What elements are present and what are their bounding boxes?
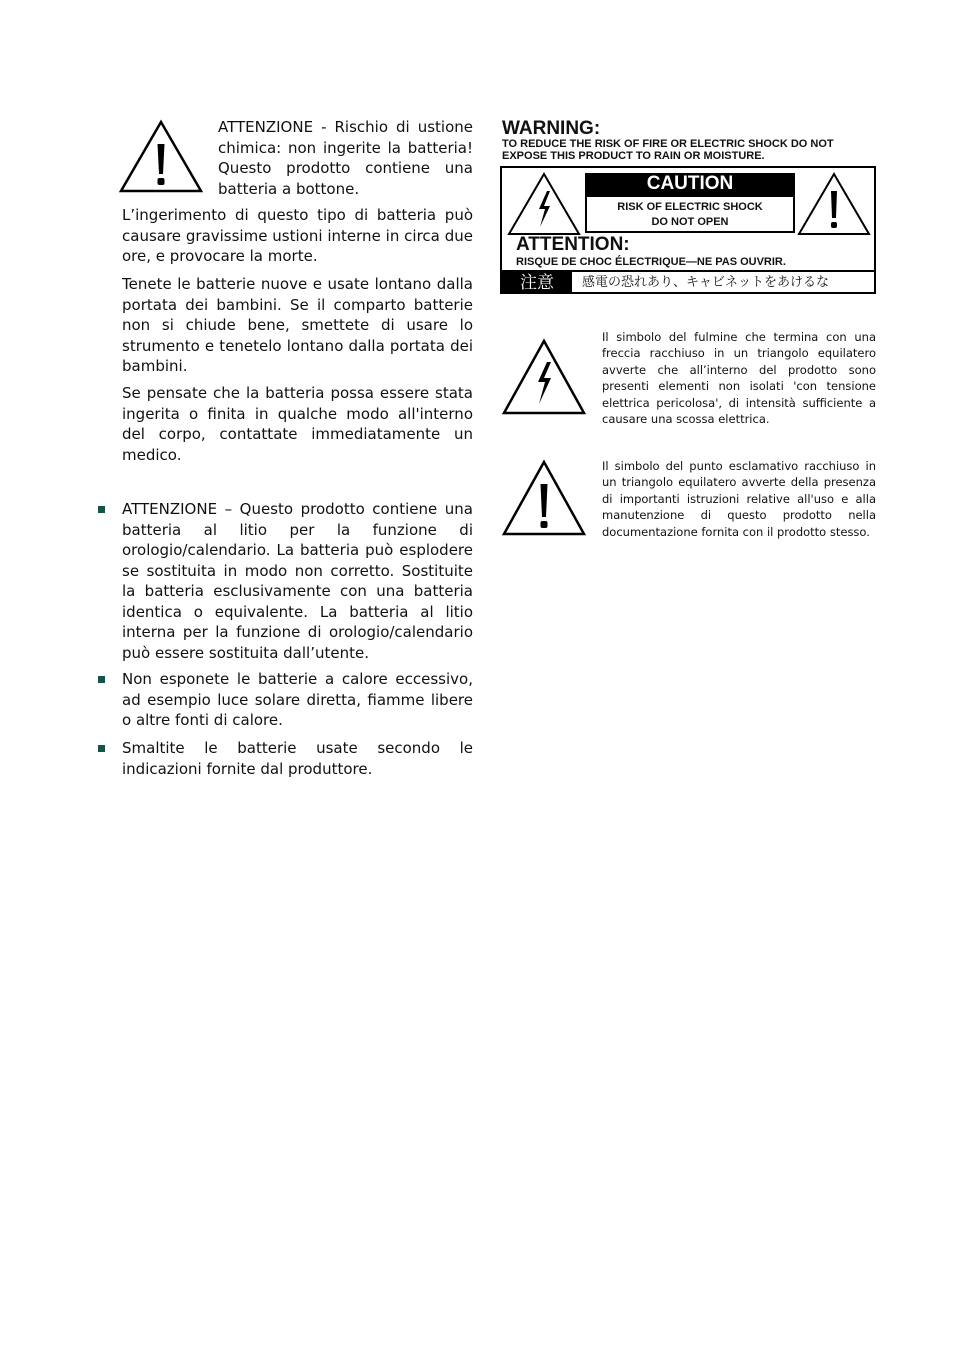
paragraph-children: Tenete le batterie nuove e usate lontano dalla portata dei bambini. Se il comparto batterie non si chiude bene, smettete di usare lo strumento e tenetelo lontano dalla portata dei bambini. <box>122 275 473 375</box>
attention-subtitle: RISQUE DE CHOC ÉLECTRIQUE—NE PAS OUVRIR. <box>516 256 786 268</box>
japanese-text: 感電の恐れあり、キャビネットをあけるな <box>582 275 830 290</box>
caution-text <box>585 195 795 233</box>
caution-label <box>500 166 876 294</box>
battery-warning-intro: ATTENZIONE - Rischio di ustione chimica: non ingerite la batteria! Questo prodotto contiene una batteria a bottone. <box>218 118 473 198</box>
warning-line-1: TO REDUCE THE RISK OF FIRE OR ELECTRIC SHOCK DO NOT <box>502 138 834 150</box>
japanese-warning <box>502 270 874 294</box>
bullet-marker <box>98 676 105 683</box>
japanese-label: 注意 <box>502 272 572 294</box>
exclamation-triangle-icon <box>796 171 872 241</box>
bullet-lithium: ATTENZIONE – Questo prodotto contiene una batteria al litio per la funzione di orologio/calendario. La batteria può esplodere se sostituita in modo non corretto. Sostituite la batteria esclusivamente con una batteria identica o equivalente. La batteria al litio interna per la funzione di orologio/calendario può essere sostituita dall’utente. <box>122 500 473 662</box>
bullet-heat: Non esponete le batterie a calore eccessivo, ad esempio luce solare diretta, fiamme libere o altre fonti di calore. <box>122 670 473 729</box>
exclamation-triangle-icon <box>118 119 204 194</box>
caution-title: CAUTION <box>585 173 795 195</box>
exclamation-triangle-icon <box>501 459 587 541</box>
caution-line-2: DO NOT OPEN <box>651 216 729 228</box>
exclamation-symbol-description: Il simbolo del punto esclamativo racchiuso in un triangolo equilatero avverte della presenza di importanti istruzioni relative all'uso e alla manutenzione di questo prodotto nella documentazione fornita con il prodotto stesso. <box>602 459 876 539</box>
bullet-disposal: Smaltite le batterie usate secondo le indicazioni fornite dal produttore. <box>122 739 473 778</box>
bullet-marker <box>98 745 105 752</box>
bullet-marker <box>98 506 105 513</box>
paragraph-medical: Se pensate che la batteria possa essere stata ingerita o finita in qualche modo all'interno del corpo, contattate immediatamente un medico. <box>122 384 473 464</box>
warning-line-2: EXPOSE THIS PRODUCT TO RAIN OR MOISTURE. <box>502 150 765 162</box>
lightning-symbol-description: Il simbolo del fulmine che termina con una freccia racchiuso in un triangolo equilatero avverte che all’interno del prodotto sono presenti elementi non isolati 'con tensione elettrica pericolosa', di intensità sufficiente a causare una scossa elettrica. <box>602 330 876 427</box>
paragraph-ingestion: L’ingerimento di questo tipo di batteria può causare gravissime ustioni interne in circa due ore, e provocare la morte. <box>122 206 473 265</box>
attention-title: ATTENTION: <box>516 234 630 255</box>
caution-line-1: RISK OF ELECTRIC SHOCK <box>617 201 763 213</box>
warning-title: WARNING: <box>502 118 601 139</box>
lightning-triangle-icon <box>501 338 587 420</box>
lightning-triangle-icon <box>506 171 582 241</box>
